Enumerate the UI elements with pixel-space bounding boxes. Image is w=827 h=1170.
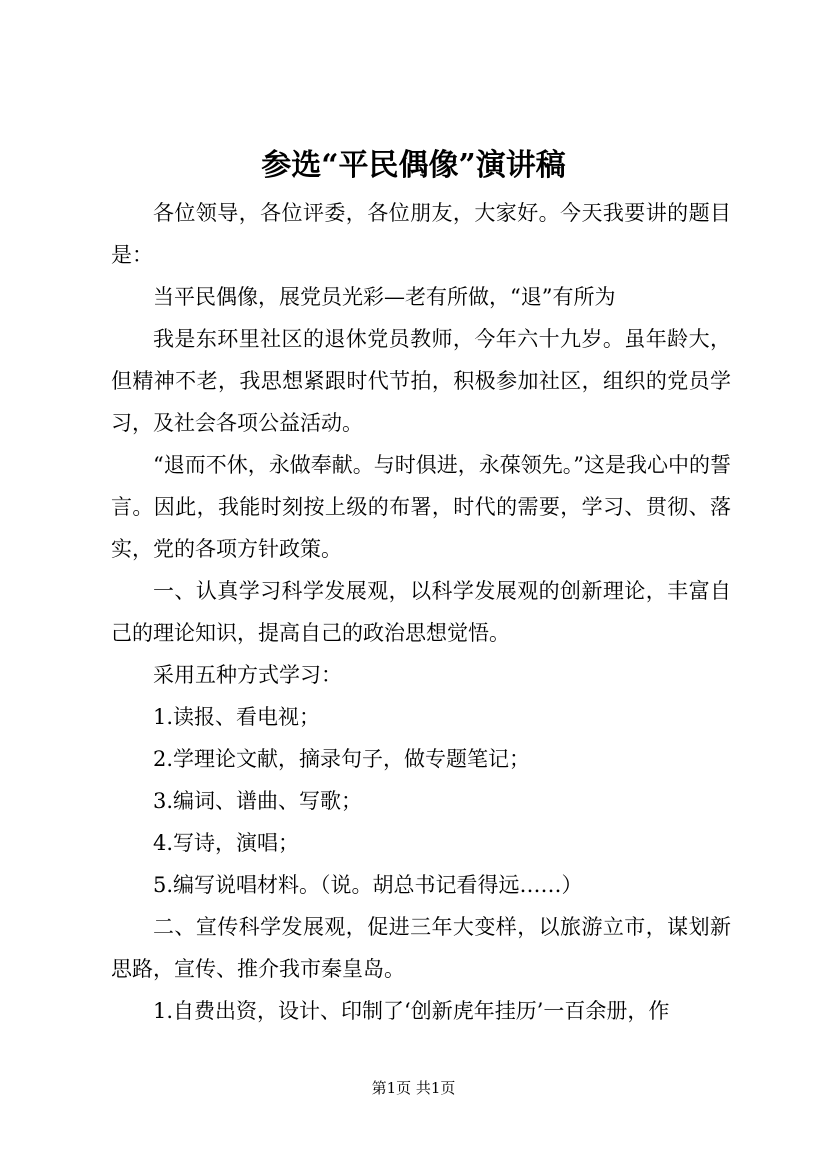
paragraph-topic: 当平民偶像，展党员光彩—老有所做，“退”有所为 xyxy=(153,285,616,309)
list-item: 3.编词、谱曲、写歌； xyxy=(153,789,363,813)
paragraph-greeting: 各位领导，各位评委，各位朋友，大家好。今天我要讲的题目是： xyxy=(111,201,731,267)
list-item: 2.学理论文献，摘录句子，做专题笔记； xyxy=(153,747,531,771)
paragraph-intro: 我是东环里社区的退休党员教师，今年六十九岁。虽年龄大，但精神不老，我思想紧跟时代节拍，积极参加社区，组织的党员学习，及社会各项公益活动。 xyxy=(111,327,731,435)
paragraph-section-one: 一、认真学习科学发展观，以科学发展观的创新理论，丰富自己的理论知识，提高自己的政治思想觉悟。 xyxy=(111,579,731,645)
list-item: 5.编写说唱材料。（说。胡总书记看得远……） xyxy=(153,873,583,897)
list-item: 4.写诗，演唱； xyxy=(153,831,300,855)
list-item: 1.自费出资，设计、印制了‘创新虎年挂历’一百余册，作 xyxy=(153,999,670,1023)
paragraph-methods-heading: 采用五种方式学习： xyxy=(153,663,342,687)
list-item: 1.读报、看电视； xyxy=(153,705,321,729)
document-title: 参选“平民偶像”演讲稿 xyxy=(261,148,566,183)
paragraph-section-two: 二、宣传科学发展观，促进三年大变样，以旅游立市，谋划新思路，宣传、推介我市秦皇岛。 xyxy=(111,915,731,981)
paragraph-motto: “退而不休，永做奉献。与时俱进，永葆领先。”这是我心中的誓言。因此，我能时刻按上级的布署，时代的需要，学习、贯彻、落实，党的各项方针政策。 xyxy=(111,453,731,561)
document-body xyxy=(111,192,731,1032)
page-footer: 第1页 共1页 xyxy=(371,1079,456,1097)
